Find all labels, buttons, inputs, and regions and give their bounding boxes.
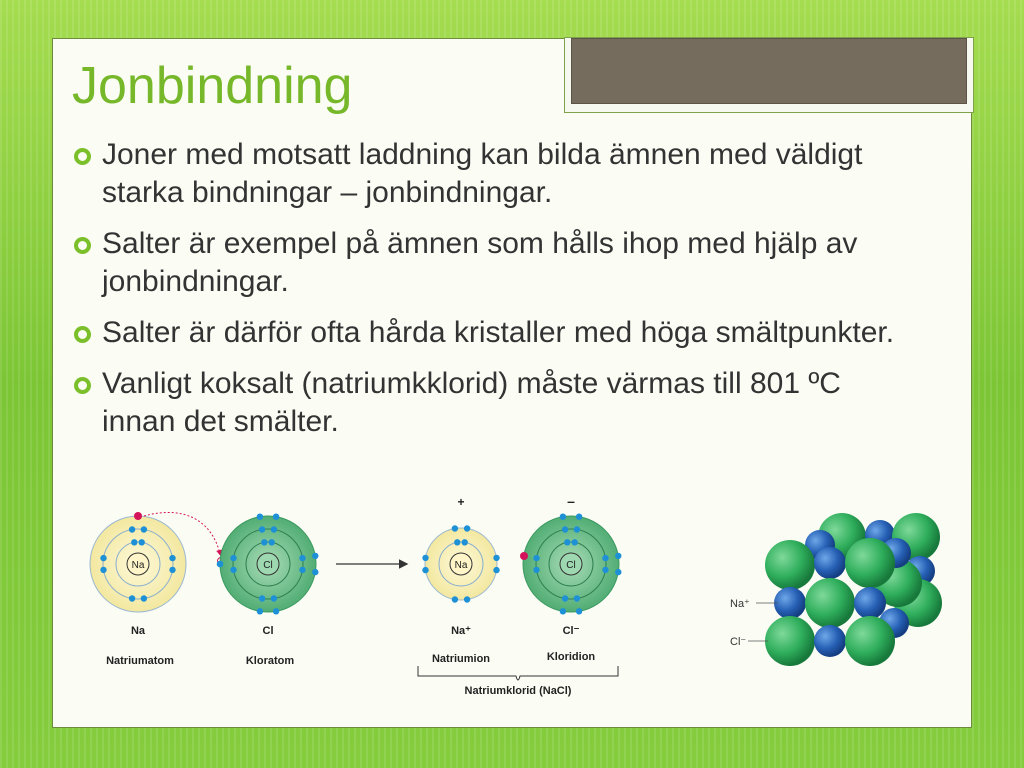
electron bbox=[422, 555, 428, 561]
electron bbox=[560, 608, 566, 614]
bullet-icon bbox=[74, 148, 91, 165]
electron bbox=[299, 567, 305, 573]
slide-title: Jonbindning bbox=[72, 57, 353, 115]
electron bbox=[169, 555, 175, 561]
electron bbox=[312, 553, 318, 559]
electron bbox=[129, 595, 135, 601]
electron bbox=[271, 526, 277, 532]
chloride-ion-charge: – bbox=[567, 494, 575, 509]
electron bbox=[602, 567, 608, 573]
electron bbox=[615, 553, 621, 559]
sodium-atom-label: Na bbox=[130, 625, 146, 637]
electron bbox=[464, 525, 470, 531]
chloride-ion bbox=[520, 516, 619, 612]
chloride-ion-symbol: Cl bbox=[566, 560, 576, 571]
bullet-item bbox=[72, 365, 902, 441]
chlorine-atom-caption: Kloratom bbox=[245, 655, 295, 667]
ion-formation-diagram bbox=[88, 494, 648, 704]
chlorine-atom-label: Cl bbox=[262, 625, 274, 637]
electron bbox=[454, 539, 460, 545]
electron bbox=[422, 567, 428, 573]
electron bbox=[141, 526, 147, 532]
chlorine-atom-symbol: Cl bbox=[263, 560, 273, 571]
electron bbox=[100, 555, 106, 561]
electron bbox=[230, 555, 236, 561]
electron bbox=[533, 555, 539, 561]
compound-brace bbox=[418, 666, 618, 680]
electron bbox=[572, 539, 578, 545]
electron bbox=[169, 567, 175, 573]
bullet-text: Salter är exempel på ämnen som hålls ihop med hjälp av jonbindningar. bbox=[102, 227, 858, 298]
gained-electron bbox=[520, 552, 528, 560]
bullet-item bbox=[72, 314, 902, 352]
electron bbox=[462, 539, 468, 545]
bullet-text: Salter är därför ofta hårda kristaller med höga smältpunkter. bbox=[102, 316, 895, 349]
electron bbox=[131, 539, 137, 545]
sodium-ion-symbol: Na bbox=[454, 560, 468, 571]
electron bbox=[217, 561, 224, 568]
header-tab-panel bbox=[571, 38, 967, 104]
electron bbox=[493, 555, 499, 561]
sodium-atom bbox=[90, 512, 186, 612]
sodium-atom-symbol: Na bbox=[131, 560, 145, 571]
lattice-na-label: Na⁺ bbox=[730, 598, 750, 610]
electron bbox=[464, 596, 470, 602]
nacl-lattice bbox=[722, 505, 952, 675]
chloride-ion-caption: Kloridion bbox=[546, 651, 596, 663]
compound-caption: Natriumklorid (NaCl) bbox=[464, 685, 572, 697]
electron bbox=[560, 514, 566, 520]
electron bbox=[273, 514, 279, 520]
lattice-cl-label: Cl⁻ bbox=[730, 636, 747, 648]
electron bbox=[615, 569, 621, 575]
electron bbox=[452, 525, 458, 531]
bullet-icon bbox=[74, 377, 91, 394]
electron bbox=[576, 608, 582, 614]
electron bbox=[602, 555, 608, 561]
bullet-text: Vanligt koksalt (natriumkklorid) måste värmas till 801 ºC innan det smälter. bbox=[102, 367, 841, 438]
electron bbox=[261, 539, 267, 545]
electron bbox=[576, 514, 582, 520]
sodium-ion-caption: Natriumion bbox=[431, 653, 491, 665]
electron bbox=[299, 555, 305, 561]
electron bbox=[259, 526, 265, 532]
electron bbox=[564, 539, 570, 545]
electron bbox=[259, 595, 265, 601]
electron bbox=[574, 526, 580, 532]
electron bbox=[257, 608, 263, 614]
electron bbox=[271, 595, 277, 601]
electron bbox=[100, 567, 106, 573]
electron bbox=[230, 567, 236, 573]
chloride-ion-label: Cl⁻ bbox=[562, 625, 580, 637]
electron bbox=[269, 539, 275, 545]
bullet-icon bbox=[74, 237, 91, 254]
bullet-item bbox=[72, 136, 902, 212]
electron bbox=[257, 514, 263, 520]
electron bbox=[273, 608, 279, 614]
electron bbox=[312, 569, 318, 575]
sodium-ion bbox=[425, 528, 497, 600]
sodium-atom-caption: Natriumatom bbox=[106, 655, 174, 667]
electron bbox=[533, 567, 539, 573]
electron bbox=[452, 596, 458, 602]
bullet-text: Joner med motsatt laddning kan bilda ämnen med väldigt starka bindningar – jonbindningar. bbox=[102, 138, 863, 209]
bullet-icon bbox=[74, 326, 91, 343]
valence-electron bbox=[134, 512, 142, 520]
electron bbox=[139, 539, 145, 545]
header-tab bbox=[564, 37, 974, 113]
chlorine-atom bbox=[220, 516, 316, 612]
electron bbox=[493, 567, 499, 573]
electron bbox=[562, 595, 568, 601]
sodium-ion-charge: + bbox=[457, 495, 465, 509]
electron bbox=[141, 595, 147, 601]
electron bbox=[129, 526, 135, 532]
bullet-list bbox=[72, 136, 902, 454]
bullet-item bbox=[72, 225, 902, 301]
electron bbox=[562, 526, 568, 532]
sodium-ion-label: Na⁺ bbox=[451, 625, 471, 637]
electron bbox=[574, 595, 580, 601]
